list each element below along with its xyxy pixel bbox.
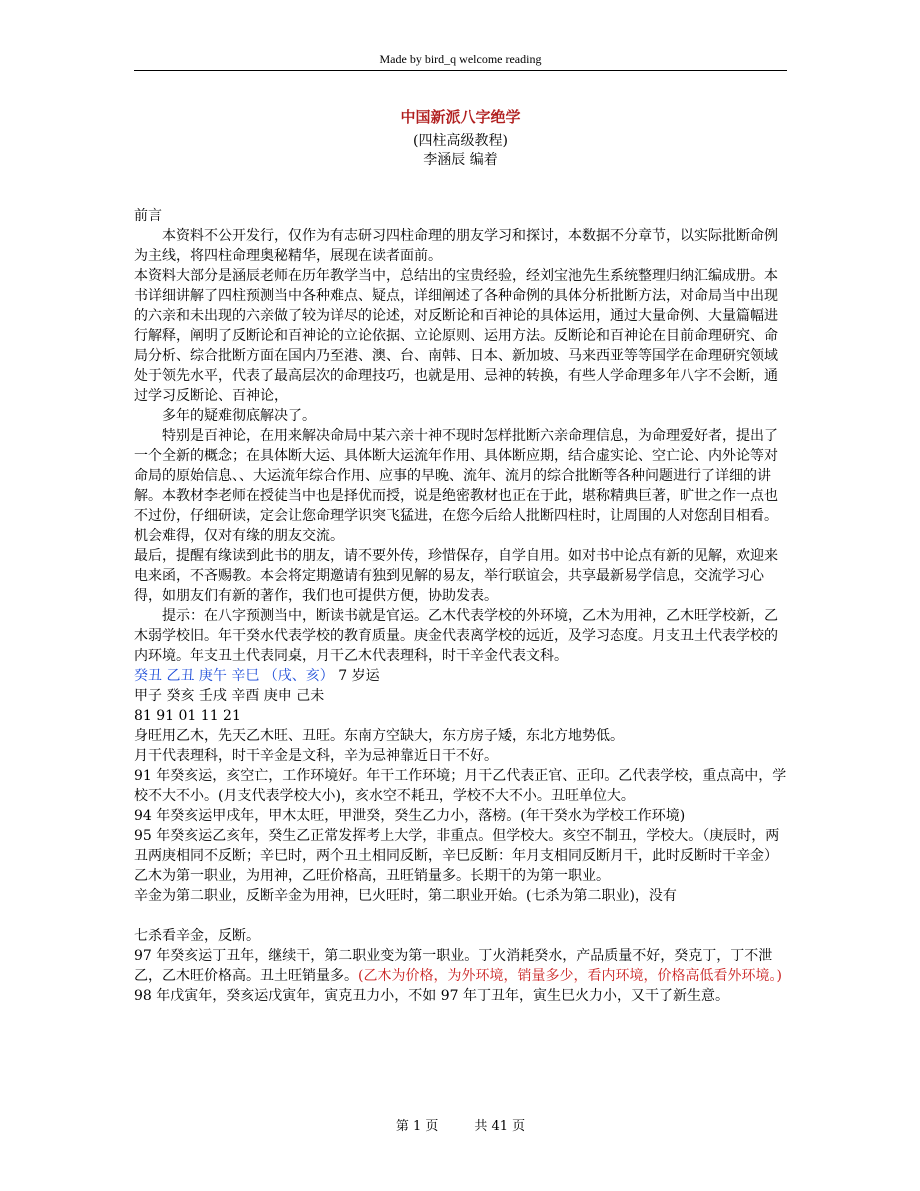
paragraph [134, 946, 790, 986]
paragraph-text: 97 年癸亥运丁丑年，继续干，第二职业变为第一职业。丁火消耗癸水，产品质量不好，癸克丁，丁不泄乙，乙木旺价格高。丑土旺销量多。 [134, 948, 773, 984]
paragraph: 98 年戊寅年，癸亥运戊寅年，寅克丑力小，不如 97 年丁丑年，寅生巳火力小，又干了新生意。 [134, 988, 729, 1004]
document-title: 中国新派八字绝学 [400, 108, 521, 126]
paragraph: 95 年癸亥运乙亥年，癸生乙正常发挥考上大学，非重点。但学校大。亥空不制丑，学校大。（庚辰时，两丑两庚相同不反断；辛巳时，两个丑土相同反断，辛巳反断：年月支相同反断月干，此时反断时干辛金） [134, 828, 780, 864]
preface-heading: 前言 [134, 208, 162, 224]
paragraph: 94 年癸亥运甲戌年，甲木太旺，甲泄癸，癸生乙力小，落榜。(年干癸水为学校工作环境) [134, 808, 686, 824]
paragraph: 本资料大部分是涵辰老师在历年教学当中，总结出的宝贵经验，经刘宝池先生系统整理归纳汇编成册。本书详细讲解了四柱预测当中各种难点、疑点，详细阐述了各种命例的具体分析批断方法，对命局当中出现的六亲和未出现的六亲做了较为详尽的论述，对反断论和百神论的具体运用，通过大量命例、大量篇幅进行解释，阐明了反断论和百神论的立论依据、立论原则、运用方法。反断论和百神论在目前命理研究、命局分析、综合批断方面在国内乃至港、澳、台、南韩、日本、新加坡、马来西亚等等国学在命理研究领域处于领先水平，代表了最高层次的命理技巧，也就是用、忌神的转换，有些人学命理多年八字不会断，通过学习反断论、百神论， [134, 268, 778, 404]
paragraph: 辛金为第二职业，反断辛金为用神，巳火旺时，第二职业开始。(七杀为第二职业)，没有 [134, 888, 677, 904]
paragraph: 七杀看辛金，反断。 [134, 928, 260, 944]
document-subtitle: (四柱高级教程) [413, 133, 508, 149]
paragraph: 最后，提醒有缘读到此书的朋友，请不要外传，珍惜保存，自学自用。如对书中论点有新的见解，欢迎来电来函，不吝赐教。本会将定期邀请有独到见解的易友，举行联谊会，共享最新易学信息，交流学习心得，如朋友们有新的著作，我们也可提供方便，协助发表。 [134, 548, 778, 604]
paragraph: 身旺用乙木，先天乙木旺、丑旺。东南方空缺大，东方房子矮，东北方地势低。 [134, 728, 624, 744]
page-number: 第 1 页 [395, 1119, 439, 1134]
paragraph: 提示：在八字预测当中，断读书就是官运。乙木代表学校的外环境，乙木为用神，乙木旺学校新，乙木弱学校旧。年干癸水代表学校的教育质量。庚金代表离学校的远近，及学习态度。月支丑土代表学校的内环境。年支丑土代表同桌，月干乙木代表理科，时干辛金代表文科。 [134, 608, 778, 664]
document-author: 李涵辰 编着 [423, 152, 498, 168]
paragraph: 91 年癸亥运，亥空亡，工作环境好。年干工作环境；月干乙代表正官、正印。乙代表学校，重点高中，学校不大不小。(月支代表学校大小)，亥水空不耗丑，学校不大不小。丑旺单位大。 [134, 768, 787, 804]
page-total: 共 41 页 [474, 1119, 526, 1134]
bazi-chart-line [134, 666, 790, 686]
years-line: 81 91 01 11 21 [134, 708, 241, 724]
blank-line [134, 906, 790, 926]
paragraph: 乙木为第一职业，为用神，乙旺价格高，丑旺销量多。长期干的为第一职业。 [134, 868, 610, 884]
page-footer [134, 1115, 787, 1134]
document-body [134, 206, 790, 1006]
bazi-yun-start: 7 岁运 [333, 668, 380, 684]
page-header: Made by bird_q welcome reading [379, 52, 542, 66]
paragraph: 本资料不公开发行，仅作为有志研习四柱命理的朋友学习和探讨，本数据不分章节，以实际批断命例为主线，将四柱命理奥秘精华，展现在读者面前。 [134, 228, 778, 264]
header-divider [134, 70, 787, 71]
highlight-note: (乙木为价格，为外环境，销量多少，看内环境，价格高低看外环境。) [358, 968, 782, 984]
paragraph: 月干代表理科，时干辛金是文科，辛为忌神靠近日干不好。 [134, 748, 498, 764]
dayun-line: 甲子 癸亥 壬戌 辛酉 庚申 己未 [134, 688, 325, 704]
paragraph: 多年的疑难彻底解决了。 [162, 408, 316, 424]
paragraph: 特别是百神论，在用来解决命局中某六亲十神不现时怎样批断六亲命理信息，为命理爱好者，提出了一个全新的概念；在具体断大运、具体断大运流年作用、具体断应期，结合虚实论、空亡论、内外论等对命局的原始信息、、大运流年综合作用、应事的早晚、流年、流月的综合批断等各种问题进行了详细的讲解。本教材李老师在授徒当中也是择优而授，说是绝密教材也正在于此，堪称精典巨著，旷世之作一点也不过份，仔细研读，定会让您命理学识突飞猛进，在您今后给人批断四柱时，让周围的人对您刮目相看。机会难得，仅对有缘的朋友交流。 [134, 428, 778, 544]
bazi-pillars: 癸丑 乙丑 庚午 辛巳 （戌、亥） [134, 668, 334, 684]
